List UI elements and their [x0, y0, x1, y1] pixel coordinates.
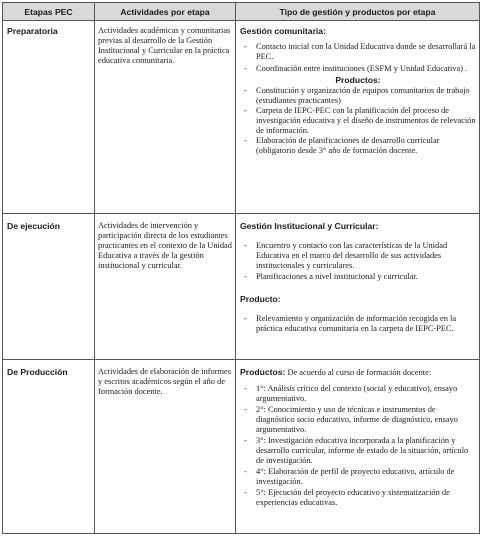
item-list — [240, 314, 476, 334]
stage-ejecucion: De ejecución — [7, 221, 61, 231]
activities-preparatoria: Actividades académicas y comunitarias previas al desarrollo de la Gestión Institucional y Curricular en la práctica educativa comunitaria. — [98, 26, 231, 65]
list-item: - 1°: Análisis crítico del contexto (social y educativo), ensayo argumentativo. — [240, 384, 476, 404]
list-item: - Encuentro y contacto con las características de la Unidad Educativa en el marco del desarrollo de sus actividades institucionales y curriculares. — [240, 241, 476, 271]
list-item: - Contacto inicial con la Unidad Educativa donde se desarrollará la PEC. — [240, 42, 476, 62]
list-item: - Coordinación entre instituciones (ESFM y Unidad Educativa) . — [240, 64, 476, 74]
section-title: Producto: — [240, 294, 281, 304]
item-list — [240, 86, 476, 156]
pec-stages-table — [2, 2, 480, 534]
stage-produccion: De Producción — [7, 367, 68, 377]
activities-ejecucion: Actividades de intervención y participación directa de los estudiantes practicantes en el contexto de la Unidad Educativa a través de la gestión institucional y curricular. — [98, 221, 232, 270]
list-item: - Constitución y organización de equipos comunitarios de trabajo (estudiantes practicantes) — [240, 86, 476, 106]
item-list — [240, 241, 476, 282]
row-divider-header — [3, 20, 479, 21]
list-item: - Relevamiento y organización de información recogida en la práctica educativa comunitaria en la carpeta de IEPC-PEC. — [240, 314, 476, 334]
list-item: - Carpeta de IEPC-PEC con la planificación del proceso de investigación educativa y el diseño de instrumentos de relevación de información. — [240, 106, 476, 136]
products-subtitle: Productos: — [335, 75, 381, 85]
section-title: Productos: — [240, 367, 286, 377]
list-item: - 2°: Conocimiento y uso de técnicas e instrumentos de diagnóstico socio educativo, informe de diagnóstico, ensayo argumentativo. — [240, 405, 476, 435]
management-produccion — [240, 367, 476, 508]
management-preparatoria — [240, 26, 476, 156]
header-management: Tipo de gestión y productos por etapa — [279, 7, 436, 17]
header-stage: Etapas PEC — [24, 7, 73, 17]
item-list — [240, 42, 476, 74]
section-title: Gestión Institucional y Curricular: — [240, 221, 379, 231]
row-divider-2 — [3, 359, 479, 360]
header-activities: Actividades por etapa — [120, 7, 210, 17]
list-item: - 3°: Investigación educativa incorporada a la planificación y desarrollo curricular, informe de estado de la situación, artículo de investigación. — [240, 436, 476, 466]
activities-produccion: Actividades de elaboración de informes y escritos académicos según el año de formación docente. — [98, 367, 232, 396]
list-item: - 5°: Ejecución del proyecto educativo y sistematización de experiencias educativas. — [240, 488, 476, 508]
products-heading — [240, 367, 476, 378]
section-title: Gestión comunitaria: — [240, 26, 326, 36]
stage-preparatoria: Preparatoria — [7, 26, 58, 36]
column-divider-1 — [94, 3, 95, 533]
item-list — [240, 384, 476, 508]
list-item: - Elaboración de planificaciones de desarrollo curricular (obligatorio desde 3° año de formación docente. — [240, 136, 476, 156]
list-item: - Planificaciones a nivel institucional y curricular. — [240, 272, 476, 282]
management-ejecucion — [240, 221, 476, 334]
list-item: - 4°: Elaboración de perfil de proyecto educativo, artículo de investigación. — [240, 467, 476, 487]
row-divider-1 — [3, 213, 479, 214]
section-intro: De acuerdo al curso de formación docente: — [287, 368, 432, 377]
